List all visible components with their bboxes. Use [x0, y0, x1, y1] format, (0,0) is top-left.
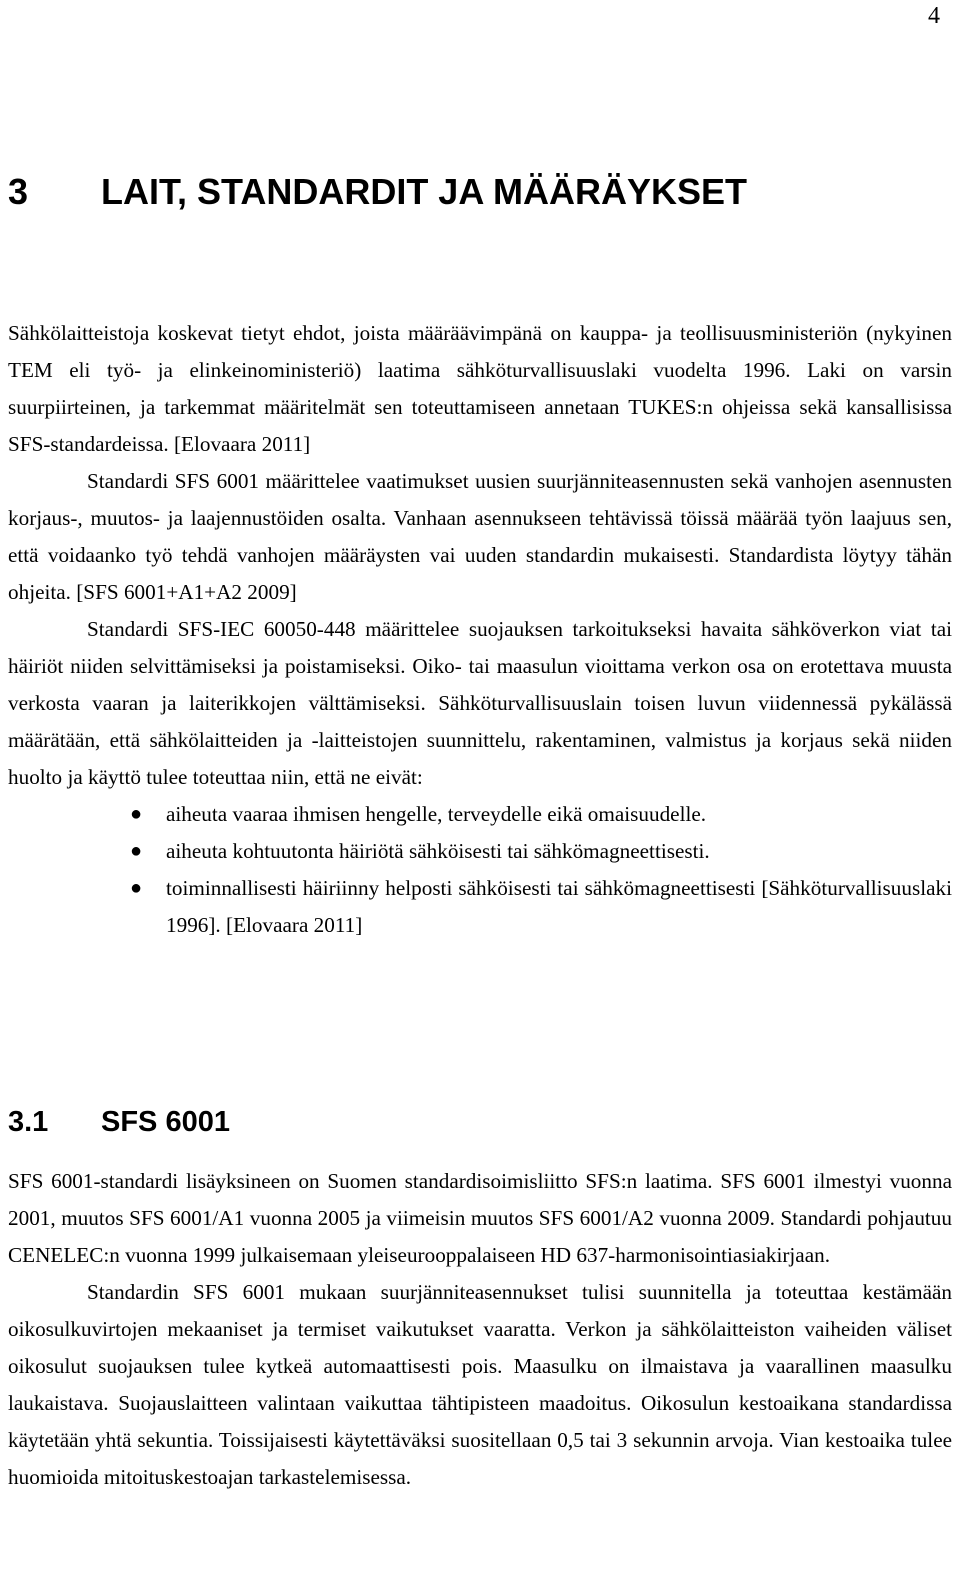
page-number: 4 [928, 3, 940, 29]
paragraph-intro: Sähkölaitteistoja koskevat tietyt ehdot, joista määräävimpänä on kauppa- ja teollisuusministeriön (nykyinen TEM eli työ- ja elinkeinoministeriö) laatima sähköturvallisuuslaki vuodelta 1996. Laki on varsin suurpiirteinen, ja tarkemmat määritelmät sen toteuttamiseen annetaan TUKES:n ohjeissa sekä kansallisissa SFS-standardeissa. [Elovaara 2011] [8, 321, 952, 456]
chapter-title: LAIT, STANDARDIT JA MÄÄRÄYKSET [101, 171, 747, 212]
paragraph-sfs6001-history: SFS 6001-standardi lisäyksineen on Suomen standardisoimisliitto SFS:n laatima. SFS 6001 ilmestyi vuonna 2001, muutos SFS 6001/A1 vuonna 2005 ja viimeisin muutos SFS 6001/A2 vuonna 2009. Standardi pohjautuu CENELEC:n vuonna 1999 julkaisemaan yleiseurooppalaiseen HD 637-harmonisointiasiakirjaan. [8, 1169, 952, 1267]
bullet-dot-icon: ● [130, 803, 143, 825]
list-item [8, 833, 952, 870]
list-item-text: aiheuta kohtuutonta häiriötä sähköisesti tai sähkömagneettisesti. [166, 839, 710, 863]
section-body [8, 1163, 952, 1496]
chapter-body [8, 315, 952, 944]
requirements-list [8, 796, 952, 944]
paragraph-iec60050: Standardi SFS-IEC 60050-448 määrittelee suojauksen tarkoitukseksi havaita sähköverkon viat tai häiriöt niiden selvittämiseksi ja poistamiseksi. Oiko- tai maasulun vioittama verkon osa on erotettava muusta verkosta vaaran ja laiterikkojen välttämiseksi. Sähköturvallisuuslain toisen luvun viidennessä pykälässä määrätään, että sähkölaitteiden ja -laitteistojen suunnittelu, rakentaminen, valmistus ja korjaus sekä niiden huolto ja käyttö tulee toteuttaa niin, että ne eivät: [8, 617, 952, 789]
list-item-text: toiminnallisesti häiriinny helposti sähköisesti tai sähkömagneettisesti [Sähköturvallisuuslaki 1996]. [Elovaara 2011] [166, 876, 952, 937]
section-number: 3.1 [8, 1106, 49, 1138]
bullet-dot-icon: ● [130, 840, 143, 862]
chapter-heading [8, 170, 747, 214]
paragraph-sfs6001: Standardi SFS 6001 määrittelee vaatimukset uusien suurjänniteasennusten sekä vanhojen asennusten korjaus-, muutos- ja laajennustöiden osalta. Vanhaan asennukseen tehtävissä töissä määrää työn laajuus sen, että voidaanko työ tehdä vanhojen määräysten vai uuden standardin mukaisesti. Standardista löytyy tähän ohjeita. [SFS 6001+A1+A2 2009] [8, 469, 952, 604]
section-title: SFS 6001 [101, 1106, 230, 1138]
paragraph-sfs6001-requirements: Standardin SFS 6001 mukaan suurjänniteasennukset tulisi suunnitella ja toteuttaa kestämään oikosulkuvirtojen mekaaniset ja termiset vaikutukset vaaratta. Verkon ja sähkölaitteiston vaiheiden väliset oikosulut suojauksen tulee kytkeä automaattisesti pois. Maasulku on ilmaistava ja vaarallinen maasulku laukaistava. Suojauslaitteen valintaan vaikuttaa tähtipisteen maadoitus. Oikosulun kestoaikana standardissa käytetään yhtä sekuntia. Toissijaisesti käytettäväksi suositellaan 0,5 tai 3 sekunnin arvoja. Vian kestoaika tulee huomioida mitoituskestoajan tarkastelemisessa. [8, 1280, 952, 1489]
bullet-dot-icon: ● [130, 877, 143, 899]
section-heading [8, 1102, 230, 1142]
list-item [8, 796, 952, 833]
list-item-text: aiheuta vaaraa ihmisen hengelle, terveydelle eikä omaisuudelle. [166, 802, 707, 826]
list-item [8, 870, 952, 944]
chapter-number: 3 [8, 171, 29, 212]
